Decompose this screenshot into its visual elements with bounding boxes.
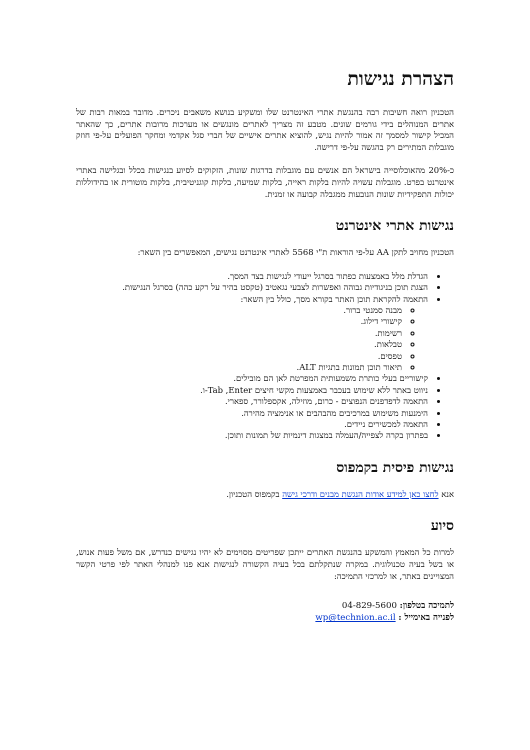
sublist-item: ◦ רשימות.	[76, 328, 402, 339]
list-item-label: התאמה להקראת תוכן האתר בקורא מסך, כולל בין השאר:	[240, 293, 428, 304]
email-link[interactable]: wp@technion.ac.il	[315, 613, 396, 624]
campus-suffix: בקמפוס הטכניון.	[226, 488, 280, 499]
sublist-item: ◦ טבלאות.	[76, 339, 402, 350]
contact-block	[76, 600, 454, 624]
campus-accessibility-heading: נגישות פיסית בקמפוס	[336, 459, 454, 476]
support-paragraph: למרות כל המאמץ והמשקע בהנגשת האתרים ייתכן שפריטים מסוימים לא יהיו נגישים כנדרש, אם משל פעות אנוש, או בשל בעיה טכנולוגית. במקרה שנתקלתם בכל בעיה הקשורה לנגישות אנא פנו למנהלי האתר לפי פרטי הקשר המצויינים באתר, או למרכזי התמיכה:	[76, 547, 454, 581]
web-features-list	[76, 271, 454, 442]
list-item: • קישוריים בעלי כותרת משמעותית המפרטת לאן הם מובילים.	[76, 373, 428, 384]
page-title: הצהרת נגישות	[347, 68, 454, 90]
phone-label: לתמיכה בטלפון:	[399, 601, 454, 612]
sublist-item: ◦ תיאור תוכן תמונות בתגיות ALT.	[76, 362, 402, 373]
screen-reader-sublist	[76, 305, 428, 373]
sublist-item: ◦ קישורי דילוג.	[76, 316, 402, 327]
campus-prefix: אנא	[441, 488, 454, 499]
phone-number: 04-829-5600	[341, 601, 397, 612]
list-item: • הגדלת מלל באמצעות כפתור בסרגל ייעודי לנגישות בצד המסך.	[76, 271, 428, 282]
web-accessibility-lead: הטכניון מחויב לתקן AA על-פי הוראות ת"י 5568 לאתרי אינטרנט נגישים, המאפשרים בין השאר:	[137, 247, 454, 258]
web-accessibility-heading: נגישות אתרי אינטרנט	[335, 218, 454, 235]
list-item	[76, 294, 428, 374]
list-item: • הימנעות משימוש במרכיבים מהבהבים או אנימציה מהירה.	[76, 408, 428, 419]
email-line	[76, 612, 454, 624]
list-item: • התאמה למכשירים ניידים.	[76, 419, 428, 430]
phone-line	[76, 600, 454, 612]
list-item: • בפתרון בקרה לצפייה/העמלה במצגות דינמיות של תמונות ותוכן.	[76, 430, 428, 441]
sublist-item: ◦ טפסים.	[76, 351, 402, 362]
list-item: • התאמה לדפדפנים הנפוצים - כרום, מוזילה, אקספלורר, ספארי.	[76, 396, 428, 407]
sublist-item: ◦ מבנה סמנטי ברור.	[76, 305, 402, 316]
list-item: • הצגת תוכן בניגודיות גבוהה ואפשרות לצבעי נגאטיב (טקסט בהיר על רקע כהה) בסרגל הנגישות.	[76, 282, 428, 293]
email-label: לפנייה באימייל :	[398, 613, 454, 624]
list-item: • ניווט באתר ללא שימוש בעכבר באמצעות מקשי חיצים Tab ,Enter-ו.	[76, 385, 428, 396]
intro-paragraph-2: כ-20% מהאוכלוסייה בישראל הם אנשים עם מוגבלות בדרגות שונות, הזקוקים לסיוע בנגישות בכלל ובגלישה באתרי אינטרנט בפרט. מוגבלות עשויה להיות בלקות ראייה, בלקות שמיעה, בלקות קוגניטיבית, בלקות מוטורית או בהידוללות יכולות התפקידיות שונות הנובעות ממגבלה קבועה או זמנית.	[76, 165, 454, 199]
support-heading: סיוע	[430, 518, 454, 535]
campus-paragraph	[76, 489, 454, 501]
campus-info-link[interactable]: לחצו כאן למידע אודות הנגשת מבנים ודרכי גישה	[282, 488, 439, 499]
intro-paragraph-1: הטכניון רואה חשיבות רבה בהנגשת אתרי האינטרנט שלו ומשקיע בנושא משאבים ניכרים. מדובר במאות רבות של אתרים המנוהלים בידי גורמים שונים. מטבע זה מצריך לאתרים מונגשים או מערכות מרובות אתרים, כך שהאתר המכיל קישור למסמך זה אמור להיות נגיש, להוציא אתרים אישיים של חברי סגל אקדמי ומחקר הפועלים על-פי חוזק מוגבלות המתירים רק בהגשה על-פי דרישה.	[76, 107, 454, 152]
